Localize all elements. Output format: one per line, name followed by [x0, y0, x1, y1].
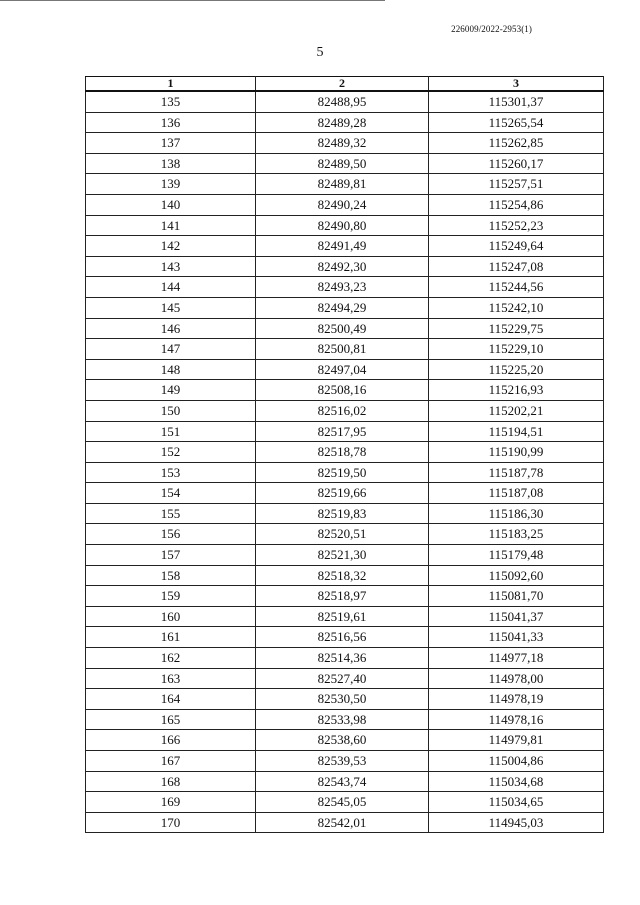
- table-cell-col-2: 82516,56: [256, 627, 429, 648]
- table-row: [86, 91, 604, 112]
- table-row: [86, 648, 604, 669]
- table-cell-col-1: 140: [86, 194, 256, 215]
- table-row: [86, 153, 604, 174]
- table-row: [86, 606, 604, 627]
- page-number: 5: [316, 45, 324, 60]
- table-cell-col-2: 82518,97: [256, 586, 429, 607]
- table-cell-col-3: 115252,23: [429, 215, 604, 236]
- table-cell-col-2: 82545,05: [256, 792, 429, 813]
- table-cell-col-1: 139: [86, 174, 256, 195]
- table-cell-col-3: 115041,37: [429, 606, 604, 627]
- table-row: [86, 503, 604, 524]
- table-cell-col-2: 82519,66: [256, 483, 429, 504]
- table-cell-col-1: 152: [86, 442, 256, 463]
- table-cell-col-1: 154: [86, 483, 256, 504]
- header-row: [86, 77, 604, 92]
- table-cell-col-2: 82519,50: [256, 462, 429, 483]
- table-cell-col-3: 115092,60: [429, 565, 604, 586]
- table-cell-col-3: 115265,54: [429, 112, 604, 133]
- table-cell-col-1: 138: [86, 153, 256, 174]
- table-cell-col-2: 82489,50: [256, 153, 429, 174]
- table-row: [86, 421, 604, 442]
- table-cell-col-2: 82516,02: [256, 400, 429, 421]
- table-cell-col-2: 82490,24: [256, 194, 429, 215]
- table-cell-col-2: 82542,01: [256, 812, 429, 833]
- table-cell-col-1: 135: [86, 91, 256, 112]
- table-cell-col-2: 82489,81: [256, 174, 429, 195]
- table-cell-col-1: 142: [86, 236, 256, 257]
- table-cell-col-3: 115183,25: [429, 524, 604, 545]
- table-cell-col-2: 82521,30: [256, 545, 429, 566]
- table-cell-col-3: 115190,99: [429, 442, 604, 463]
- table-row: [86, 215, 604, 236]
- table-cell-col-2: 82489,28: [256, 112, 429, 133]
- table-cell-col-1: 155: [86, 503, 256, 524]
- table-cell-col-2: 82497,04: [256, 359, 429, 380]
- table-cell-col-2: 82539,53: [256, 751, 429, 772]
- table-cell-col-3: 115202,21: [429, 400, 604, 421]
- table-cell-col-3: 115229,10: [429, 339, 604, 360]
- table-row: [86, 462, 604, 483]
- table-cell-col-3: 114945,03: [429, 812, 604, 833]
- table-cell-col-1: 170: [86, 812, 256, 833]
- table-row: [86, 400, 604, 421]
- table-cell-col-1: 141: [86, 215, 256, 236]
- table-row: [86, 771, 604, 792]
- table-cell-col-3: 114977,18: [429, 648, 604, 669]
- table-cell-col-1: 145: [86, 297, 256, 318]
- table-cell-col-2: 82517,95: [256, 421, 429, 442]
- table-cell-col-3: 115081,70: [429, 586, 604, 607]
- table-row: [86, 483, 604, 504]
- table-cell-col-1: 169: [86, 792, 256, 813]
- table-cell-col-1: 163: [86, 668, 256, 689]
- table-cell-col-3: 115034,68: [429, 771, 604, 792]
- table-cell-col-3: 115262,85: [429, 133, 604, 154]
- table-row: [86, 545, 604, 566]
- table-row: [86, 812, 604, 833]
- table-cell-col-1: 147: [86, 339, 256, 360]
- table-cell-col-1: 148: [86, 359, 256, 380]
- table-cell-col-1: 160: [86, 606, 256, 627]
- table-row: [86, 112, 604, 133]
- table-cell-col-1: 153: [86, 462, 256, 483]
- table-cell-col-2: 82520,51: [256, 524, 429, 545]
- table-row: [86, 689, 604, 710]
- table-body: [86, 91, 604, 833]
- table-cell-col-3: 115187,78: [429, 462, 604, 483]
- column-header-1: 1: [86, 77, 256, 92]
- table-row: [86, 339, 604, 360]
- table-cell-col-2: 82494,29: [256, 297, 429, 318]
- table-header: [86, 77, 604, 92]
- table-cell-col-3: 115247,08: [429, 256, 604, 277]
- table-cell-col-1: 137: [86, 133, 256, 154]
- top-rule: [0, 0, 385, 1]
- table-row: [86, 792, 604, 813]
- table-cell-col-1: 144: [86, 277, 256, 298]
- table-cell-col-2: 82527,40: [256, 668, 429, 689]
- table-cell-col-3: 115244,56: [429, 277, 604, 298]
- table-row: [86, 318, 604, 339]
- table-cell-col-3: 115254,86: [429, 194, 604, 215]
- coordinates-table: [85, 76, 604, 833]
- table-cell-col-1: 167: [86, 751, 256, 772]
- table-cell-col-1: 164: [86, 689, 256, 710]
- table-row: [86, 565, 604, 586]
- table-cell-col-3: 115034,65: [429, 792, 604, 813]
- table-cell-col-1: 166: [86, 730, 256, 751]
- table-cell-col-1: 156: [86, 524, 256, 545]
- table-cell-col-3: 115041,33: [429, 627, 604, 648]
- table-cell-col-2: 82488,95: [256, 91, 429, 112]
- table-cell-col-2: 82489,32: [256, 133, 429, 154]
- table-cell-col-2: 82519,61: [256, 606, 429, 627]
- table-row: [86, 586, 604, 607]
- table-cell-col-1: 149: [86, 380, 256, 401]
- table-cell-col-1: 146: [86, 318, 256, 339]
- table-cell-col-3: 115004,86: [429, 751, 604, 772]
- table-cell-col-1: 165: [86, 709, 256, 730]
- table-cell-col-3: 115242,10: [429, 297, 604, 318]
- table-row: [86, 751, 604, 772]
- table-cell-col-3: 114978,19: [429, 689, 604, 710]
- table-cell-col-2: 82493,23: [256, 277, 429, 298]
- table-cell-col-3: 115225,20: [429, 359, 604, 380]
- table-cell-col-2: 82490,80: [256, 215, 429, 236]
- table-cell-col-1: 143: [86, 256, 256, 277]
- table-cell-col-1: 161: [86, 627, 256, 648]
- table-row: [86, 627, 604, 648]
- table-cell-col-1: 162: [86, 648, 256, 669]
- document-id: 226009/2022-2953(1): [451, 24, 532, 34]
- table-cell-col-2: 82491,49: [256, 236, 429, 257]
- table-cell-col-3: 115257,51: [429, 174, 604, 195]
- table-row: [86, 133, 604, 154]
- table-row: [86, 297, 604, 318]
- table-cell-col-2: 82538,60: [256, 730, 429, 751]
- table-cell-col-2: 82500,81: [256, 339, 429, 360]
- table-cell-col-1: 136: [86, 112, 256, 133]
- table-cell-col-3: 115187,08: [429, 483, 604, 504]
- table-cell-col-3: 114978,16: [429, 709, 604, 730]
- table-row: [86, 277, 604, 298]
- table-cell-col-2: 82514,36: [256, 648, 429, 669]
- table-cell-col-2: 82519,83: [256, 503, 429, 524]
- table-row: [86, 194, 604, 215]
- table-cell-col-1: 150: [86, 400, 256, 421]
- column-header-2: 2: [256, 77, 429, 92]
- table-cell-col-3: 115216,93: [429, 380, 604, 401]
- table-row: [86, 359, 604, 380]
- table-row: [86, 730, 604, 751]
- table-cell-col-3: 115301,37: [429, 91, 604, 112]
- table-cell-col-1: 151: [86, 421, 256, 442]
- table-cell-col-3: 114979,81: [429, 730, 604, 751]
- table-row: [86, 524, 604, 545]
- table-cell-col-3: 115186,30: [429, 503, 604, 524]
- table-cell-col-3: 115249,64: [429, 236, 604, 257]
- table-cell-col-2: 82500,49: [256, 318, 429, 339]
- table-cell-col-2: 82533,98: [256, 709, 429, 730]
- table-cell-col-2: 82508,16: [256, 380, 429, 401]
- table-cell-col-1: 159: [86, 586, 256, 607]
- table-cell-col-3: 114978,00: [429, 668, 604, 689]
- table-row: [86, 442, 604, 463]
- table-cell-col-2: 82543,74: [256, 771, 429, 792]
- table-cell-col-1: 158: [86, 565, 256, 586]
- table-cell-col-1: 168: [86, 771, 256, 792]
- table-cell-col-2: 82530,50: [256, 689, 429, 710]
- table-cell-col-3: 115194,51: [429, 421, 604, 442]
- table-cell-col-1: 157: [86, 545, 256, 566]
- table-cell-col-3: 115229,75: [429, 318, 604, 339]
- table-row: [86, 380, 604, 401]
- table-cell-col-2: 82518,78: [256, 442, 429, 463]
- column-header-3: 3: [429, 77, 604, 92]
- table-row: [86, 668, 604, 689]
- table-row: [86, 709, 604, 730]
- table-row: [86, 256, 604, 277]
- table-row: [86, 236, 604, 257]
- table-cell-col-2: 82492,30: [256, 256, 429, 277]
- table-cell-col-3: 115179,48: [429, 545, 604, 566]
- table-cell-col-3: 115260,17: [429, 153, 604, 174]
- table-row: [86, 174, 604, 195]
- table-cell-col-2: 82518,32: [256, 565, 429, 586]
